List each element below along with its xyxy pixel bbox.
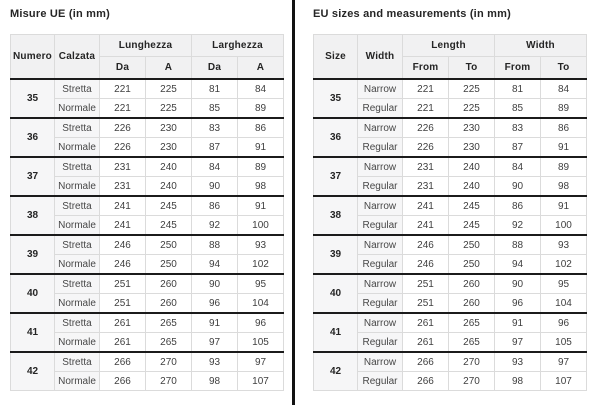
value-cell: 98 — [238, 177, 284, 197]
value-cell: 91 — [238, 196, 284, 216]
table-row — [11, 352, 284, 372]
size-cell: 39 — [314, 235, 358, 274]
fit-label-cell: Stretta — [55, 118, 100, 138]
fit-label-cell: Narrow — [358, 118, 403, 138]
value-cell: 230 — [449, 138, 495, 158]
value-cell: 246 — [100, 255, 146, 275]
value-cell: 83 — [192, 118, 238, 138]
table-title-it: Misure UE (in mm) — [10, 8, 110, 20]
value-cell: 89 — [541, 157, 587, 177]
size-cell: 36 — [314, 118, 358, 157]
value-cell: 240 — [449, 157, 495, 177]
value-cell: 246 — [403, 255, 449, 275]
value-cell: 87 — [192, 138, 238, 158]
value-cell: 87 — [495, 138, 541, 158]
size-cell: 37 — [314, 157, 358, 196]
value-cell: 226 — [403, 118, 449, 138]
value-cell: 231 — [100, 157, 146, 177]
value-cell: 91 — [541, 138, 587, 158]
value-cell: 245 — [146, 196, 192, 216]
sub-header-length-to: To — [449, 57, 495, 80]
fit-label-cell: Stretta — [55, 352, 100, 372]
value-cell: 97 — [495, 333, 541, 353]
value-cell: 240 — [146, 157, 192, 177]
value-cell: 250 — [449, 235, 495, 255]
value-cell: 94 — [495, 255, 541, 275]
fit-label-cell: Narrow — [358, 274, 403, 294]
value-cell: 260 — [449, 274, 495, 294]
value-cell: 90 — [192, 274, 238, 294]
table-row — [11, 79, 284, 99]
value-cell: 107 — [238, 372, 284, 391]
value-cell: 105 — [238, 333, 284, 353]
value-cell: 245 — [449, 216, 495, 236]
value-cell: 241 — [100, 216, 146, 236]
panel-eu-en — [313, 8, 585, 391]
value-cell: 91 — [495, 313, 541, 333]
table-row — [11, 313, 284, 333]
value-cell: 84 — [541, 79, 587, 99]
group-header-width: Larghezza — [192, 35, 284, 57]
value-cell: 261 — [100, 313, 146, 333]
size-cell: 35 — [11, 79, 55, 118]
value-cell: 241 — [403, 196, 449, 216]
fit-label-cell: Stretta — [55, 157, 100, 177]
value-cell: 226 — [100, 138, 146, 158]
value-cell: 251 — [403, 294, 449, 314]
fit-label-cell: Normale — [55, 99, 100, 119]
value-cell: 90 — [192, 177, 238, 197]
value-cell: 270 — [146, 352, 192, 372]
value-cell: 96 — [495, 294, 541, 314]
value-cell: 95 — [541, 274, 587, 294]
size-table-en — [313, 34, 587, 391]
size-cell: 42 — [11, 352, 55, 391]
panel-eu-it — [10, 8, 283, 391]
value-cell: 266 — [100, 352, 146, 372]
value-cell: 241 — [100, 196, 146, 216]
value-cell: 240 — [146, 177, 192, 197]
fit-label-cell: Stretta — [55, 79, 100, 99]
value-cell: 94 — [192, 255, 238, 275]
fit-label-cell: Normale — [55, 255, 100, 275]
size-cell: 37 — [11, 157, 55, 196]
value-cell: 96 — [238, 313, 284, 333]
col-header-fit: Width — [358, 35, 403, 80]
vertical-divider — [292, 0, 295, 405]
value-cell: 266 — [403, 352, 449, 372]
sub-header-width-from: Da — [192, 57, 238, 80]
value-cell: 92 — [495, 216, 541, 236]
value-cell: 250 — [146, 235, 192, 255]
fit-label-cell: Narrow — [358, 352, 403, 372]
table-body — [11, 79, 284, 391]
value-cell: 105 — [541, 333, 587, 353]
value-cell: 230 — [449, 118, 495, 138]
fit-label-cell: Narrow — [358, 157, 403, 177]
value-cell: 95 — [238, 274, 284, 294]
col-header-fit: Calzata — [55, 35, 100, 80]
value-cell: 265 — [449, 313, 495, 333]
value-cell: 270 — [449, 352, 495, 372]
fit-label-cell: Normale — [55, 216, 100, 236]
value-cell: 265 — [146, 313, 192, 333]
table-head — [314, 35, 587, 80]
size-cell: 36 — [11, 118, 55, 157]
value-cell: 92 — [192, 216, 238, 236]
table-row — [314, 352, 587, 372]
value-cell: 98 — [495, 372, 541, 391]
value-cell: 91 — [238, 138, 284, 158]
value-cell: 260 — [449, 294, 495, 314]
table-row — [314, 79, 587, 99]
table-row — [314, 157, 587, 177]
fit-label-cell: Stretta — [55, 196, 100, 216]
value-cell: 265 — [449, 333, 495, 353]
value-cell: 221 — [403, 79, 449, 99]
value-cell: 96 — [541, 313, 587, 333]
size-cell: 42 — [314, 352, 358, 391]
table-row — [314, 196, 587, 216]
value-cell: 266 — [100, 372, 146, 391]
value-cell: 240 — [449, 177, 495, 197]
value-cell: 241 — [403, 216, 449, 236]
col-header-size: Numero — [11, 35, 55, 80]
sub-header-length-from: From — [403, 57, 449, 80]
fit-label-cell: Stretta — [55, 313, 100, 333]
value-cell: 270 — [146, 372, 192, 391]
value-cell: 97 — [541, 352, 587, 372]
value-cell: 226 — [100, 118, 146, 138]
fit-label-cell: Narrow — [358, 235, 403, 255]
table-row — [11, 196, 284, 216]
value-cell: 231 — [403, 157, 449, 177]
group-header-length: Lunghezza — [100, 35, 192, 57]
value-cell: 97 — [238, 352, 284, 372]
table-title-en: EU sizes and measurements (in mm) — [313, 8, 511, 20]
fit-label-cell: Regular — [358, 372, 403, 391]
value-cell: 93 — [192, 352, 238, 372]
value-cell: 260 — [146, 274, 192, 294]
value-cell: 88 — [192, 235, 238, 255]
value-cell: 245 — [449, 196, 495, 216]
fit-label-cell: Narrow — [358, 79, 403, 99]
table-row — [314, 313, 587, 333]
value-cell: 251 — [100, 274, 146, 294]
value-cell: 84 — [238, 79, 284, 99]
fit-label-cell: Regular — [358, 294, 403, 314]
value-cell: 230 — [146, 118, 192, 138]
value-cell: 246 — [403, 235, 449, 255]
value-cell: 90 — [495, 274, 541, 294]
value-cell: 231 — [100, 177, 146, 197]
value-cell: 88 — [495, 235, 541, 255]
value-cell: 230 — [146, 138, 192, 158]
value-cell: 89 — [238, 99, 284, 119]
value-cell: 261 — [100, 333, 146, 353]
value-cell: 250 — [449, 255, 495, 275]
value-cell: 91 — [541, 196, 587, 216]
value-cell: 86 — [495, 196, 541, 216]
value-cell: 90 — [495, 177, 541, 197]
value-cell: 96 — [192, 294, 238, 314]
value-cell: 102 — [541, 255, 587, 275]
header-row-groups — [11, 35, 284, 57]
value-cell: 221 — [403, 99, 449, 119]
value-cell: 97 — [192, 333, 238, 353]
fit-label-cell: Normale — [55, 333, 100, 353]
value-cell: 100 — [541, 216, 587, 236]
value-cell: 100 — [238, 216, 284, 236]
value-cell: 107 — [541, 372, 587, 391]
value-cell: 81 — [495, 79, 541, 99]
value-cell: 246 — [100, 235, 146, 255]
fit-label-cell: Normale — [55, 294, 100, 314]
value-cell: 86 — [541, 118, 587, 138]
sub-header-length-from: Da — [100, 57, 146, 80]
fit-label-cell: Regular — [358, 138, 403, 158]
size-cell: 38 — [314, 196, 358, 235]
value-cell: 266 — [403, 372, 449, 391]
table-row — [11, 235, 284, 255]
value-cell: 265 — [146, 333, 192, 353]
sub-header-width-to: To — [541, 57, 587, 80]
value-cell: 93 — [541, 235, 587, 255]
value-cell: 225 — [449, 79, 495, 99]
group-header-length: Length — [403, 35, 495, 57]
size-cell: 41 — [11, 313, 55, 352]
value-cell: 221 — [100, 79, 146, 99]
fit-label-cell: Regular — [358, 99, 403, 119]
table-row — [314, 274, 587, 294]
value-cell: 245 — [146, 216, 192, 236]
header-row-groups — [314, 35, 587, 57]
size-cell: 40 — [11, 274, 55, 313]
value-cell: 104 — [541, 294, 587, 314]
table-head — [11, 35, 284, 80]
fit-label-cell: Normale — [55, 372, 100, 391]
size-table-it — [10, 34, 284, 391]
sub-header-width-to: A — [238, 57, 284, 80]
value-cell: 251 — [100, 294, 146, 314]
value-cell: 104 — [238, 294, 284, 314]
fit-label-cell: Regular — [358, 333, 403, 353]
table-row — [11, 118, 284, 138]
value-cell: 251 — [403, 274, 449, 294]
value-cell: 89 — [238, 157, 284, 177]
value-cell: 85 — [495, 99, 541, 119]
value-cell: 91 — [192, 313, 238, 333]
value-cell: 93 — [238, 235, 284, 255]
fit-label-cell: Narrow — [358, 196, 403, 216]
value-cell: 83 — [495, 118, 541, 138]
sub-header-length-to: A — [146, 57, 192, 80]
table-row — [314, 118, 587, 138]
fit-label-cell: Regular — [358, 177, 403, 197]
sub-header-width-from: From — [495, 57, 541, 80]
value-cell: 81 — [192, 79, 238, 99]
size-cell: 41 — [314, 313, 358, 352]
fit-label-cell: Regular — [358, 255, 403, 275]
table-row — [314, 235, 587, 255]
size-cell: 38 — [11, 196, 55, 235]
value-cell: 84 — [495, 157, 541, 177]
value-cell: 250 — [146, 255, 192, 275]
table-body — [314, 79, 587, 391]
value-cell: 261 — [403, 313, 449, 333]
value-cell: 226 — [403, 138, 449, 158]
value-cell: 86 — [238, 118, 284, 138]
table-row — [11, 157, 284, 177]
value-cell: 231 — [403, 177, 449, 197]
value-cell: 225 — [449, 99, 495, 119]
value-cell: 225 — [146, 99, 192, 119]
value-cell: 102 — [238, 255, 284, 275]
fit-label-cell: Narrow — [358, 313, 403, 333]
size-cell: 35 — [314, 79, 358, 118]
value-cell: 270 — [449, 372, 495, 391]
value-cell: 260 — [146, 294, 192, 314]
size-cell: 39 — [11, 235, 55, 274]
fit-label-cell: Normale — [55, 177, 100, 197]
size-cell: 40 — [314, 274, 358, 313]
fit-label-cell: Regular — [358, 216, 403, 236]
value-cell: 86 — [192, 196, 238, 216]
value-cell: 85 — [192, 99, 238, 119]
value-cell: 225 — [146, 79, 192, 99]
value-cell: 84 — [192, 157, 238, 177]
value-cell: 93 — [495, 352, 541, 372]
fit-label-cell: Stretta — [55, 235, 100, 255]
group-header-width: Width — [495, 35, 587, 57]
table-row — [11, 274, 284, 294]
col-header-size: Size — [314, 35, 358, 80]
fit-label-cell: Stretta — [55, 274, 100, 294]
fit-label-cell: Normale — [55, 138, 100, 158]
value-cell: 221 — [100, 99, 146, 119]
value-cell: 98 — [541, 177, 587, 197]
value-cell: 89 — [541, 99, 587, 119]
value-cell: 98 — [192, 372, 238, 391]
value-cell: 261 — [403, 333, 449, 353]
